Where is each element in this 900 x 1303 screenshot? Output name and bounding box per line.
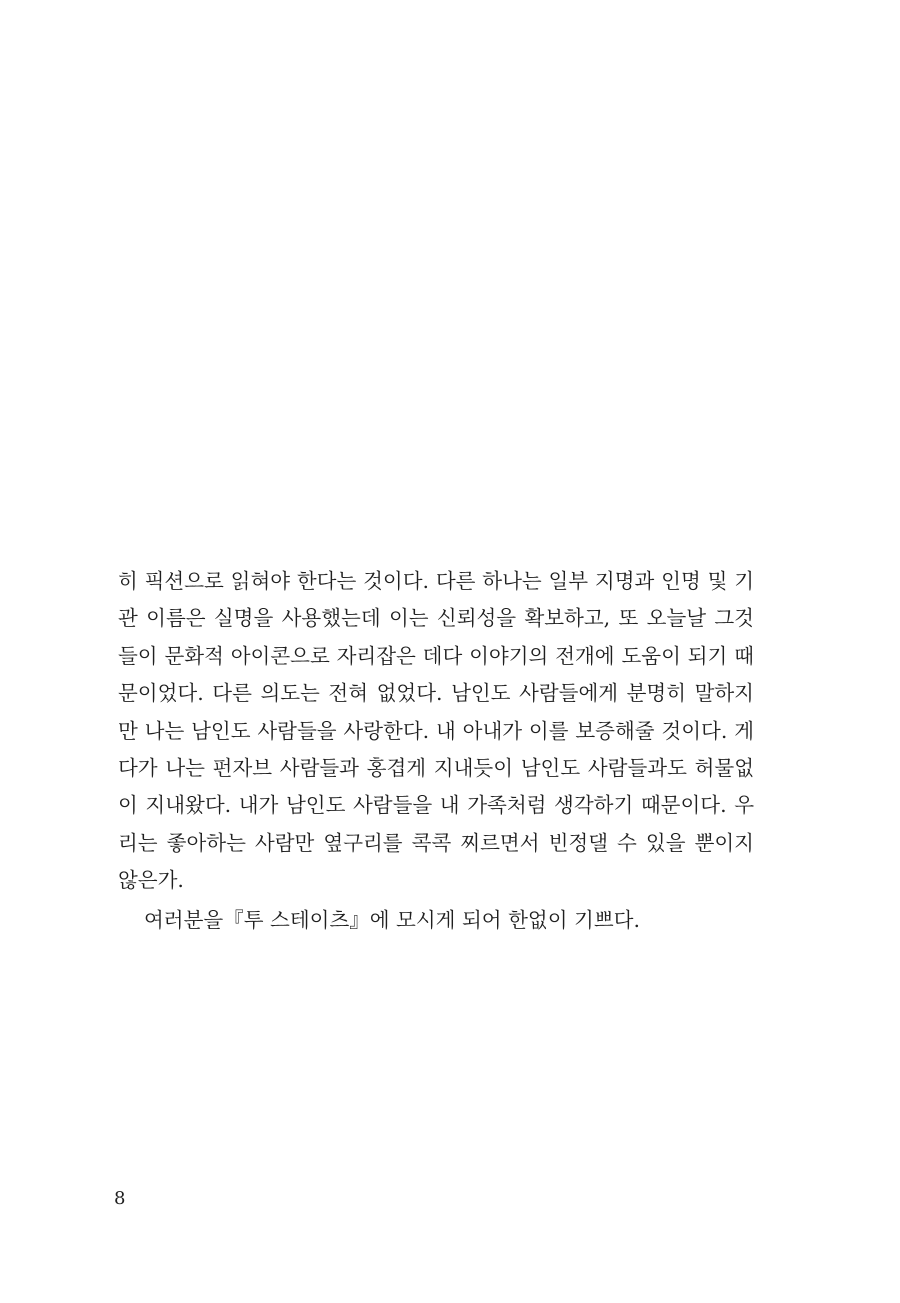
paragraph-line: 않은가. (118, 868, 184, 893)
paragraph-line: 리는 좋아하는 사람만 옆구리를 콕콕 찌르면서 빈정댈 수 있을 뿐이지 (118, 830, 754, 855)
paragraph-line: 다가 나는 펀자브 사람들과 홍겹게 지내듯이 남인도 사람들과도 허물없 (118, 755, 754, 780)
paragraph-line: 문이었다. 다른 의도는 전혀 없었다. 남인도 사람들에게 분명히 말하지 (118, 681, 754, 706)
body-text (118, 563, 754, 939)
closing-paragraph: 여러분을『투 스테이츠』에 모시게 되어 한없이 기쁘다. (144, 907, 640, 932)
paragraph-line: 히 픽션으로 읽혀야 한다는 것이다. 다른 하나는 일부 지명과 인명 및 기 (118, 569, 754, 593)
paragraph-line: 들이 문화적 아이콘으로 자리잡은 데다 이야기의 전개에 도움이 되기 때 (118, 643, 754, 668)
paragraph-line: 이 지내왔다. 내가 남인도 사람들을 내 가족처럼 생각하기 때문이다. 우 (118, 793, 754, 818)
page-number: 8 (114, 1188, 126, 1209)
paragraph-line: 만 나는 남인도 사람들을 사랑한다. 내 아내가 이를 보증해줄 것이다. 게 (118, 718, 754, 743)
paragraph-line: 관 이름은 실명을 사용했는데 이는 신뢰성을 확보하고, 또 오늘날 그것 (118, 606, 754, 631)
